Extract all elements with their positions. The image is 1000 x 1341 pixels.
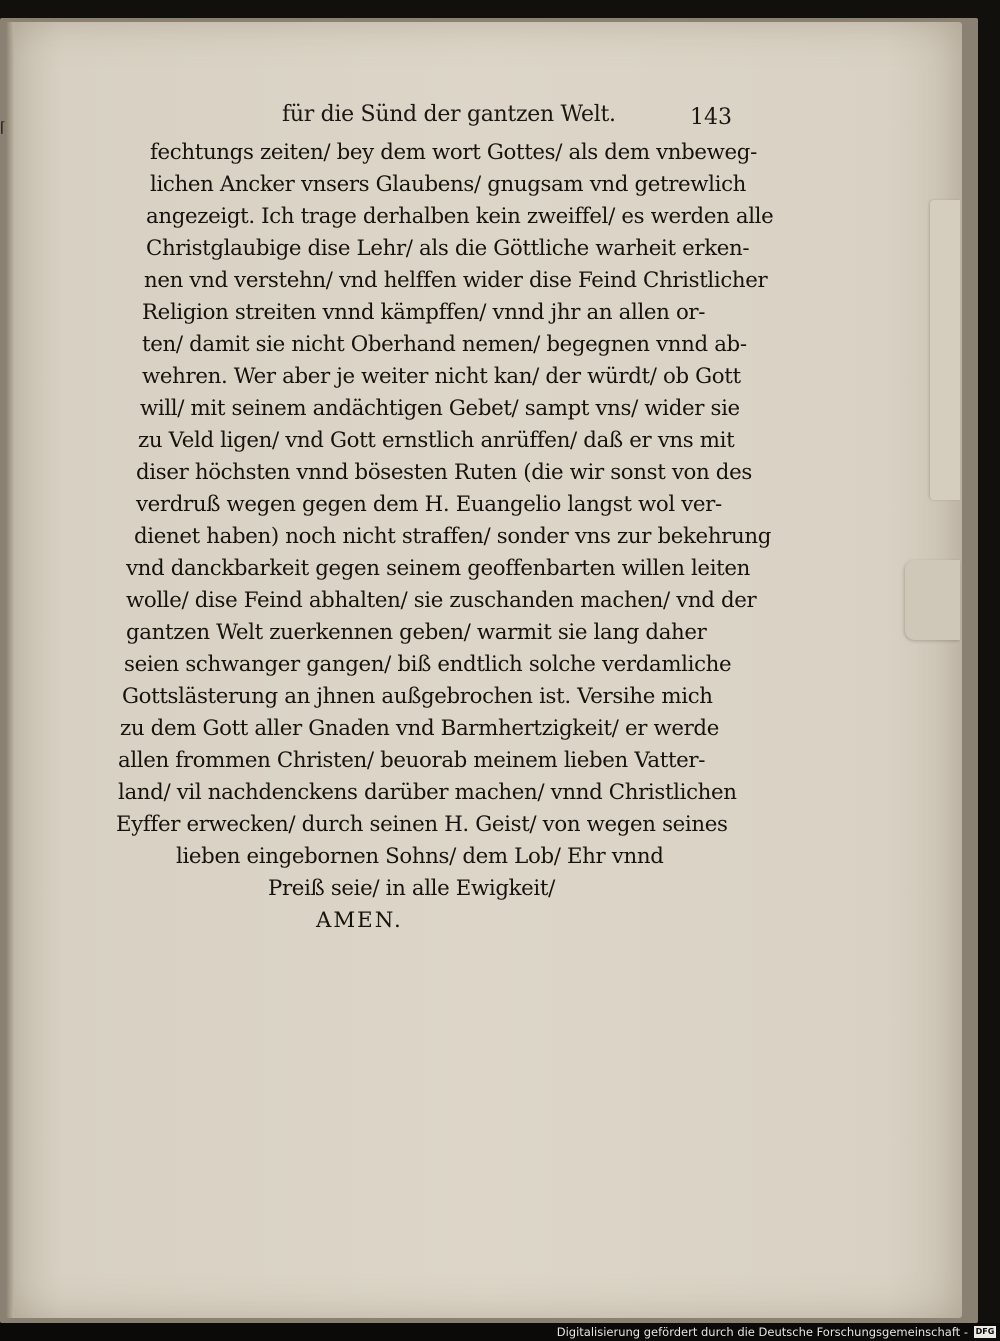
text-line: wolle/ dise Feind abhalten/ sie zuschanden machen/ vnd der <box>126 588 757 613</box>
text-line: Gottslästerung an jhnen außgebrochen ist. Versihe mich <box>122 684 713 709</box>
funding-credit: Digitalisierung gefördert durch die Deutsche Forschungsgemeinschaft - <box>556 1325 968 1339</box>
text-line: zu Veld ligen/ vnd Gott ernstlich anrüffen/ daß er vns mit <box>138 428 735 453</box>
text-line: land/ vil nachdenckens darüber machen/ vnnd Christlichen <box>118 780 737 805</box>
running-header: für die Sünd der gantzen Welt. <box>282 102 616 127</box>
text-line: lichen Ancker vnsers Glaubens/ gnugsam vnd getrewlich <box>150 172 747 197</box>
text-line: vnd danckbarkeit gegen seinem geoffenbarten willen leiten <box>126 556 750 581</box>
text-line: verdruß wegen gegen dem H. Euangelio langst wol ver- <box>136 492 722 517</box>
text-line: Eyffer erwecken/ durch seinen H. Geist/ von wegen seines <box>116 812 728 837</box>
text-line: gantzen Welt zuerkennen geben/ warmit sie lang daher <box>126 620 707 645</box>
text-line: zu dem Gott aller Gnaden vnd Barmhertzigkeit/ er werde <box>120 716 719 741</box>
page-number: 143 <box>690 105 732 130</box>
edge-mark: ⌈ <box>0 120 6 136</box>
text-line: dienet haben) noch nicht straffen/ sonder vns zur bekehrung <box>134 524 772 549</box>
text-line: lieben eingebornen Sohns/ dem Lob/ Ehr vnnd <box>176 844 664 869</box>
text-line: ten/ damit sie nicht Oberhand nemen/ begegnen vnnd ab- <box>142 332 747 357</box>
text-line: seien schwanger gangen/ biß endtlich solche verdamliche <box>124 652 732 677</box>
text-line: will/ mit seinem andächtigen Gebet/ sampt vns/ wider sie <box>140 396 740 421</box>
page-gutter <box>6 22 14 1318</box>
paper-tab-lower <box>905 560 960 640</box>
text-line: Preiß seie/ in alle Ewigkeit/ <box>268 876 555 901</box>
text-line: Religion streiten vnnd kämpffen/ vnnd jhr an allen or- <box>142 300 706 325</box>
text-line: angezeigt. Ich trage derhalben kein zweiffel/ es werden alle <box>146 204 774 229</box>
closing-word: AMEN. <box>316 908 403 933</box>
text-line: nen vnd verstehn/ vnd helffen wider dise Feind Christlicher <box>144 268 768 293</box>
text-line: diser höchsten vnnd bösesten Ruten (die wir sonst von des <box>136 460 752 485</box>
text-line: fechtungs zeiten/ bey dem wort Gottes/ als dem vnbeweg- <box>150 140 757 165</box>
dfg-logo: DFG <box>975 1327 995 1336</box>
text-line: wehren. Wer aber je weiter nicht kan/ der würdt/ ob Gott <box>142 364 741 389</box>
text-line: Christglaubige dise Lehr/ als die Göttliche warheit erken- <box>146 236 750 261</box>
text-line: allen frommen Christen/ beuorab meinem lieben Vatter- <box>118 748 706 773</box>
paper-tab-upper <box>930 200 960 500</box>
